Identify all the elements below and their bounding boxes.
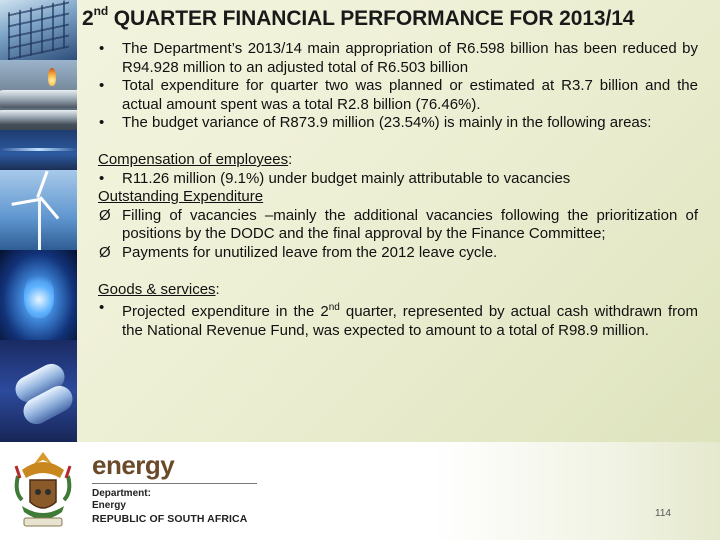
- country-label: REPUBLIC OF SOUTH AFRICA: [92, 513, 248, 525]
- wind-turbine-image: [0, 170, 77, 250]
- intro-bullet: • Total expenditure for quarter two was planned or estimated at R3.7 billion and the actual amount spent was a total R2.8 billion (76.46%).: [99, 77, 698, 113]
- compensation-heading: Compensation of employees:: [98, 150, 293, 168]
- outstanding-expenditure-heading: Outstanding Expenditure: [98, 188, 264, 206]
- slide-title: 2nd QUARTER FINANCIAL PERFORMANCE FOR 2013/14: [82, 4, 635, 30]
- brand-wordmark: energy: [92, 450, 175, 480]
- intro-bullet: • The Department’s 2013/14 main appropriation of R6.598 billion has been reduced by R94.928 million to an adjusted total of R6.503 billion: [99, 40, 698, 76]
- goods-services-heading: Goods & services:: [98, 280, 220, 298]
- intro-bullet: • The budget variance of R873.9 million (23.54%) is mainly in the following areas:: [99, 114, 652, 132]
- footer-divider: [92, 483, 257, 484]
- footer-logo-bar: [0, 442, 720, 540]
- gas-pipeline-image: [0, 60, 77, 130]
- page-number: 114: [655, 508, 671, 519]
- gas-flame-image: [0, 250, 77, 340]
- arrow-item: Ø Filling of vacancies –mainly the additional vacancies following the prioritization of positions by the DODC and the final approval by the Finance Committee;: [99, 206, 698, 243]
- solar-panel-image: [0, 0, 77, 60]
- department-label: Department: Energy: [92, 488, 151, 511]
- compensation-bullet: • R11.26 million (9.1%) under budget mainly attributable to vacancies: [99, 169, 571, 187]
- slide-body: [98, 40, 698, 340]
- fuel-rods-image: [0, 340, 77, 442]
- arrow-item: Ø Payments for unutilized leave from the 2012 leave cycle.: [99, 243, 498, 261]
- goods-services-bullet: • Projected expenditure in the 2nd quarter, represented by actual cash withdrawn from the National Revenue Fund, was expected to amount to a total of R98.9 million.: [99, 299, 698, 339]
- energy-photo-strip: [0, 0, 77, 442]
- light-streak-image: [0, 130, 77, 170]
- coat-of-arms-icon: [8, 448, 78, 534]
